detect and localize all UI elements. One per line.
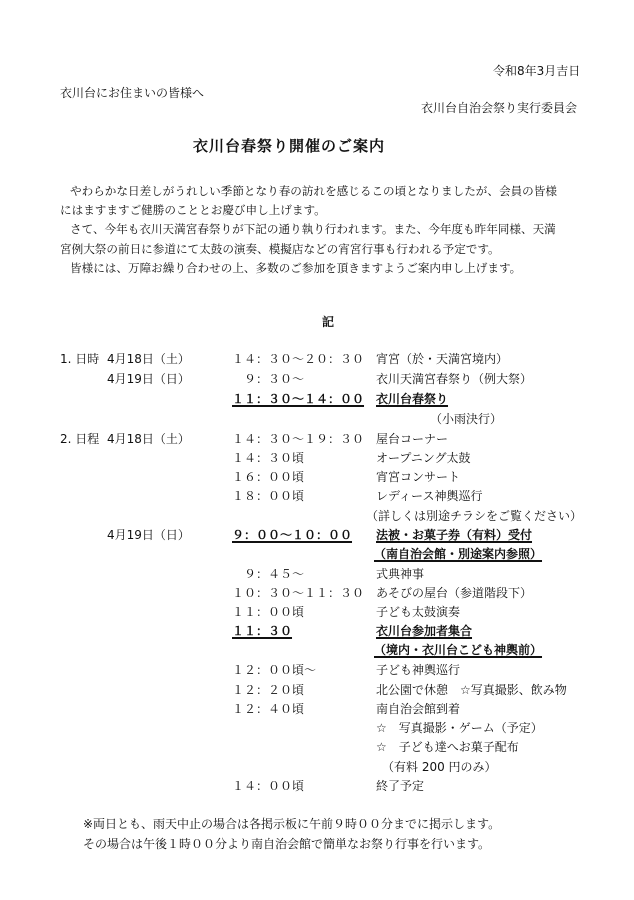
schedule-event: ☆ 子ども達へお菓子配布: [376, 740, 519, 754]
schedule-time: ９：００～１０：００: [232, 528, 353, 542]
schedule-event: ☆ 写真撮影・ゲーム（予定）: [376, 721, 543, 735]
recipient-line: 衣川台にお住まいの皆様へ: [60, 86, 205, 100]
schedule-time: ９：４５～: [244, 567, 305, 581]
schedule-event: 式典神事: [376, 567, 425, 581]
schedule-time: １４：００頃: [232, 779, 305, 793]
schedule-time: １２：００頃～: [232, 663, 317, 677]
schedule-note: （詳しくは別途チラシをご覧ください）: [366, 509, 583, 523]
schedule-note: （有料 200 円のみ）: [382, 760, 497, 774]
document-title: 衣川台春祭り開催のご案内: [193, 137, 386, 155]
schedule-event: オープニング太鼓: [376, 451, 471, 465]
schedule-note: （小雨決行）: [430, 412, 503, 426]
schedule-event: レディース神輿巡行: [376, 489, 483, 503]
schedule-time: １８：００頃: [232, 489, 305, 503]
schedule-date: 4月19日（日）: [107, 372, 190, 386]
ki-heading: 記: [322, 315, 335, 329]
schedule-time: １０：３０～１１：３０: [232, 586, 365, 600]
rain-notice-line-2: その場合は午後１時００分より南自治会館で簡単なお祭り行事を行います。: [83, 837, 491, 851]
schedule-event: 衣川台春祭り: [376, 392, 449, 406]
schedule-event: 屋台コーナー: [376, 432, 449, 446]
schedule-date: 4月18日（土）: [107, 352, 190, 366]
schedule-event: 子ども神輿巡行: [376, 663, 461, 677]
body-paragraph-2-line-1: さて、今年も衣川天満宮春祭りが下記の通り執り行われます。また、今年度も昨年同様、天満: [70, 222, 556, 236]
schedule-date: 4月19日（日）: [107, 528, 190, 542]
schedule-time: １４：３０頃: [232, 451, 305, 465]
body-paragraph-1-line-1: やわらかな日差しがうれしい季節となり春の訪れを感じるこの頃となりましたが、会員の皆様: [70, 184, 557, 198]
schedule-time: １１：００頃: [232, 605, 305, 619]
body-paragraph-1-line-2: にはますますご健勝のこととお慶び申し上げます。: [60, 203, 326, 217]
schedule-event: 法被・お菓子券（有料）受付: [376, 528, 533, 542]
body-paragraph-2-line-2: 宮例大祭の前日に参道にて太鼓の演奏、模擬店などの宵宮行事も行われる予定です。: [60, 242, 500, 256]
schedule-event: 衣川天満宮春祭り（例大祭）: [376, 372, 533, 386]
schedule-event: 衣川台参加者集合: [376, 624, 473, 638]
schedule-time: １１：３０: [232, 624, 293, 638]
schedule-event: 宵宮コンサート: [376, 470, 461, 484]
schedule-event: あそびの屋台（参道階段下）: [376, 586, 533, 600]
sender-line: 衣川台自治会祭り実行委員会: [421, 101, 578, 115]
schedule-time: １１：３０～１４：００: [232, 392, 365, 406]
schedule-note: （南自治会館・別途案内参照）: [374, 547, 543, 561]
schedule-note: （境内・衣川台こども神輿前）: [374, 643, 543, 657]
document-date: 令和8年3月吉日: [493, 64, 581, 78]
schedule-time: １４：３０～２０：３０: [232, 352, 365, 366]
section-1-label: 1. 日時: [60, 352, 100, 366]
rain-notice-line-1: ※両日とも、雨天中止の場合は各掲示板に午前９時００分までに掲示します。: [83, 817, 501, 831]
schedule-time: １２：４０頃: [232, 702, 305, 716]
schedule-time: １６：００頃: [232, 470, 305, 484]
schedule-time: ９：３０～: [244, 372, 305, 386]
schedule-time: １４：３０～１９：３０: [232, 432, 365, 446]
schedule-event: 宵宮（於・天満宮境内）: [376, 352, 509, 366]
body-paragraph-3-line-1: 皆様には、万障お繰り合わせの上、多数のご参加を頂きますようご案内申し上げます。: [70, 261, 522, 275]
schedule-event: 北公園で休憩 ☆写真撮影、飲み物: [376, 683, 567, 697]
section-2-label: 2. 日程: [60, 432, 100, 446]
schedule-event: 子ども太鼓演奏: [376, 605, 461, 619]
schedule-time: １２：２０頃: [232, 683, 305, 697]
schedule-date: 4月18日（土）: [107, 432, 190, 446]
schedule-event: 終了予定: [376, 779, 425, 793]
schedule-event: 南自治会館到着: [376, 702, 461, 716]
